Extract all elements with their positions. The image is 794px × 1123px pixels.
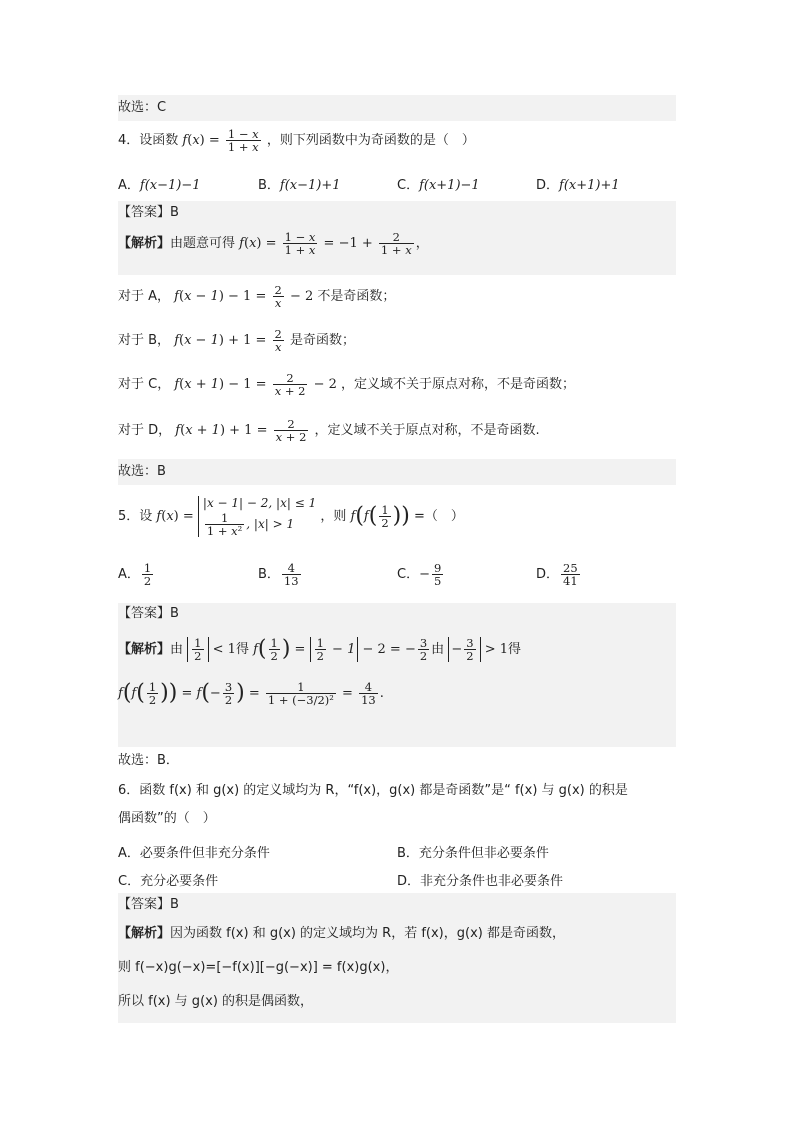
q6-stem-line1: 6．函数 f(x) 和 g(x) 的定义域均为 R，“f(x)，g(x) 都是奇函数”是“ f(x) 与 g(x) 的积是 bbox=[118, 783, 628, 798]
q5-option-d: D． $\frac{25}{41}$ bbox=[536, 561, 578, 589]
q5-piecewise: f(x) = |x − 1| − 2, |x| ≤ 1 $\frac{1}{\text{1 + x²}}$ , |x| > 1 bbox=[156, 496, 317, 538]
q6-answer-block bbox=[118, 893, 676, 1023]
q5-stem bbox=[118, 488, 676, 548]
q5-analysis-line2: f(f( $\frac{1}{2}$ )) = f(− $\frac{3}{2}$ ) = $\frac{1}{\text{1 + (−3/2)²}}$ = $\frac{4}{13}$ . bbox=[118, 680, 384, 708]
q5-option-a: A． $\frac{1}{2}$ bbox=[118, 561, 152, 589]
q4-conclusion-row bbox=[118, 459, 676, 485]
q4-stem-prefix: 4．设函数 bbox=[118, 133, 179, 149]
q5-stem-suffix: =（ ） bbox=[413, 508, 464, 524]
q6-stem bbox=[118, 780, 676, 832]
q5-option-b: B． $\frac{4}{13}$ bbox=[258, 561, 299, 589]
q3-conclusion-row bbox=[118, 95, 676, 121]
q4-case-d-formula: f(x + 1) + 1 = $\frac{2}{x + 2}$ bbox=[175, 417, 307, 445]
q4-option-d: D．f(x+1)+1 bbox=[536, 178, 620, 193]
q4-case-b-formula: f(x − 1) + 1 = $\frac{2}{x}$ bbox=[174, 327, 282, 355]
q4-conclusion: 故选：B bbox=[118, 464, 166, 479]
q4-option-c: C．f(x+1)−1 bbox=[397, 178, 480, 193]
q4-function-def: f(x) = $\frac{1 - x}{1 + x}$ bbox=[182, 127, 259, 155]
q4-answer: 【答案】B bbox=[118, 205, 179, 220]
q5-target-expr: f(f( $\frac{1}{2}$ )) bbox=[350, 502, 410, 530]
q4-answer-block: 【答案】B 【解析】由题意可得 f(x) = $\frac{1 - x}{1 + x}$ = −1 + $\frac{2}{1 + x}$ ， bbox=[118, 201, 676, 275]
q6-analysis-tag: 【解析】 bbox=[118, 926, 171, 941]
q5-option-c: C．− $\frac{9}{5}$ bbox=[397, 561, 442, 589]
q6-stem-line2: 偶函数”的（ ） bbox=[118, 811, 216, 826]
q5-stem-mid: ，则 bbox=[320, 508, 347, 524]
q3-conclusion: 故选：C bbox=[118, 100, 167, 115]
q4-options bbox=[118, 174, 676, 194]
q6-analysis-line1: 因为函数 f(x) 和 g(x) 的定义域均为 R，若 f(x)，g(x) 都是奇函数， bbox=[170, 926, 565, 941]
q6-options bbox=[118, 840, 676, 890]
q4-analysis-tag: 【解析】 bbox=[118, 236, 171, 252]
q6-option-b: B．充分条件但非必要条件 bbox=[397, 846, 549, 861]
q4-stem-suffix: ，则下列函数中为奇函数的是（ ） bbox=[266, 133, 475, 149]
q6-analysis-line3: 所以 f(x) 与 g(x) 的积是偶函数， bbox=[118, 994, 314, 1009]
q5-conclusion-row bbox=[118, 749, 676, 775]
q5-stem-prefix: 5．设 bbox=[118, 508, 153, 524]
q5-answer: 【答案】B bbox=[118, 606, 179, 621]
q4-case-d: 对于 D， f(x + 1) + 1 = $\frac{2}{x + 2}$ ，定义域不关于原点对称，不是奇函数. bbox=[118, 417, 540, 445]
q4-stem bbox=[118, 124, 676, 162]
q4-case-a: 对于 A， f(x − 1) − 1 = $\frac{2}{x}$ − 2 不是奇函数； bbox=[118, 283, 396, 311]
q6-option-a: A．必要条件但非充分条件 bbox=[118, 846, 270, 861]
q5-answer-block: 【答案】B 【解析】由 $\frac{1}{2}$ < 1得 f( $\frac{1}{2}$ ) = $\frac{1}{2}$ − 1 − 2 = − $\frac{3}{2}$ 由 − $\frac{3}{2}$ > 1得 f(f( $\frac{1}{2}$ )) = f(− $\frac{3}{2}$ ) = $\frac{1}{\text{1 + (−3/2)²}}$ = $\frac{4}{13}$ . bbox=[118, 603, 676, 747]
q4-case-b: 对于 B， f(x − 1) + 1 = $\frac{2}{x}$ 是奇函数； bbox=[118, 327, 356, 355]
q6-option-d: D．非充分条件也非必要条件 bbox=[397, 874, 564, 889]
q5-options bbox=[118, 562, 676, 598]
q5-conclusion: 故选：B． bbox=[118, 753, 179, 768]
q4-case-a-formula: f(x − 1) − 1 = $\frac{2}{x}$ − 2 bbox=[174, 283, 314, 311]
q6-analysis-line2: 则 f(−x)g(−x)=[−f(x)][−g(−x)] = f(x)g(x)， bbox=[118, 960, 399, 975]
q4-option-b: B．f(x−1)+1 bbox=[258, 178, 341, 193]
q5-analysis-tag: 【解析】 bbox=[118, 642, 171, 658]
q5-analysis-line1: $\frac{1}{2}$ < 1 bbox=[187, 642, 236, 657]
q4-case-c-formula: f(x + 1) − 1 = $\frac{2}{x + 2}$ − 2 bbox=[174, 371, 337, 399]
q4-case-c: 对于 C， f(x + 1) − 1 = $\frac{2}{x + 2}$ − 2 ，定义域不关于原点对称，不是奇函数； bbox=[118, 371, 576, 399]
q6-answer: 【答案】B bbox=[118, 897, 179, 912]
q6-option-c: C．充分必要条件 bbox=[118, 874, 219, 889]
q4-analysis-formula: f(x) = $\frac{1 - x}{1 + x}$ = −1 + $\frac{2}{1 + x}$ ， bbox=[239, 230, 429, 258]
q4-option-a: A．f(x−1)−1 bbox=[118, 178, 201, 193]
